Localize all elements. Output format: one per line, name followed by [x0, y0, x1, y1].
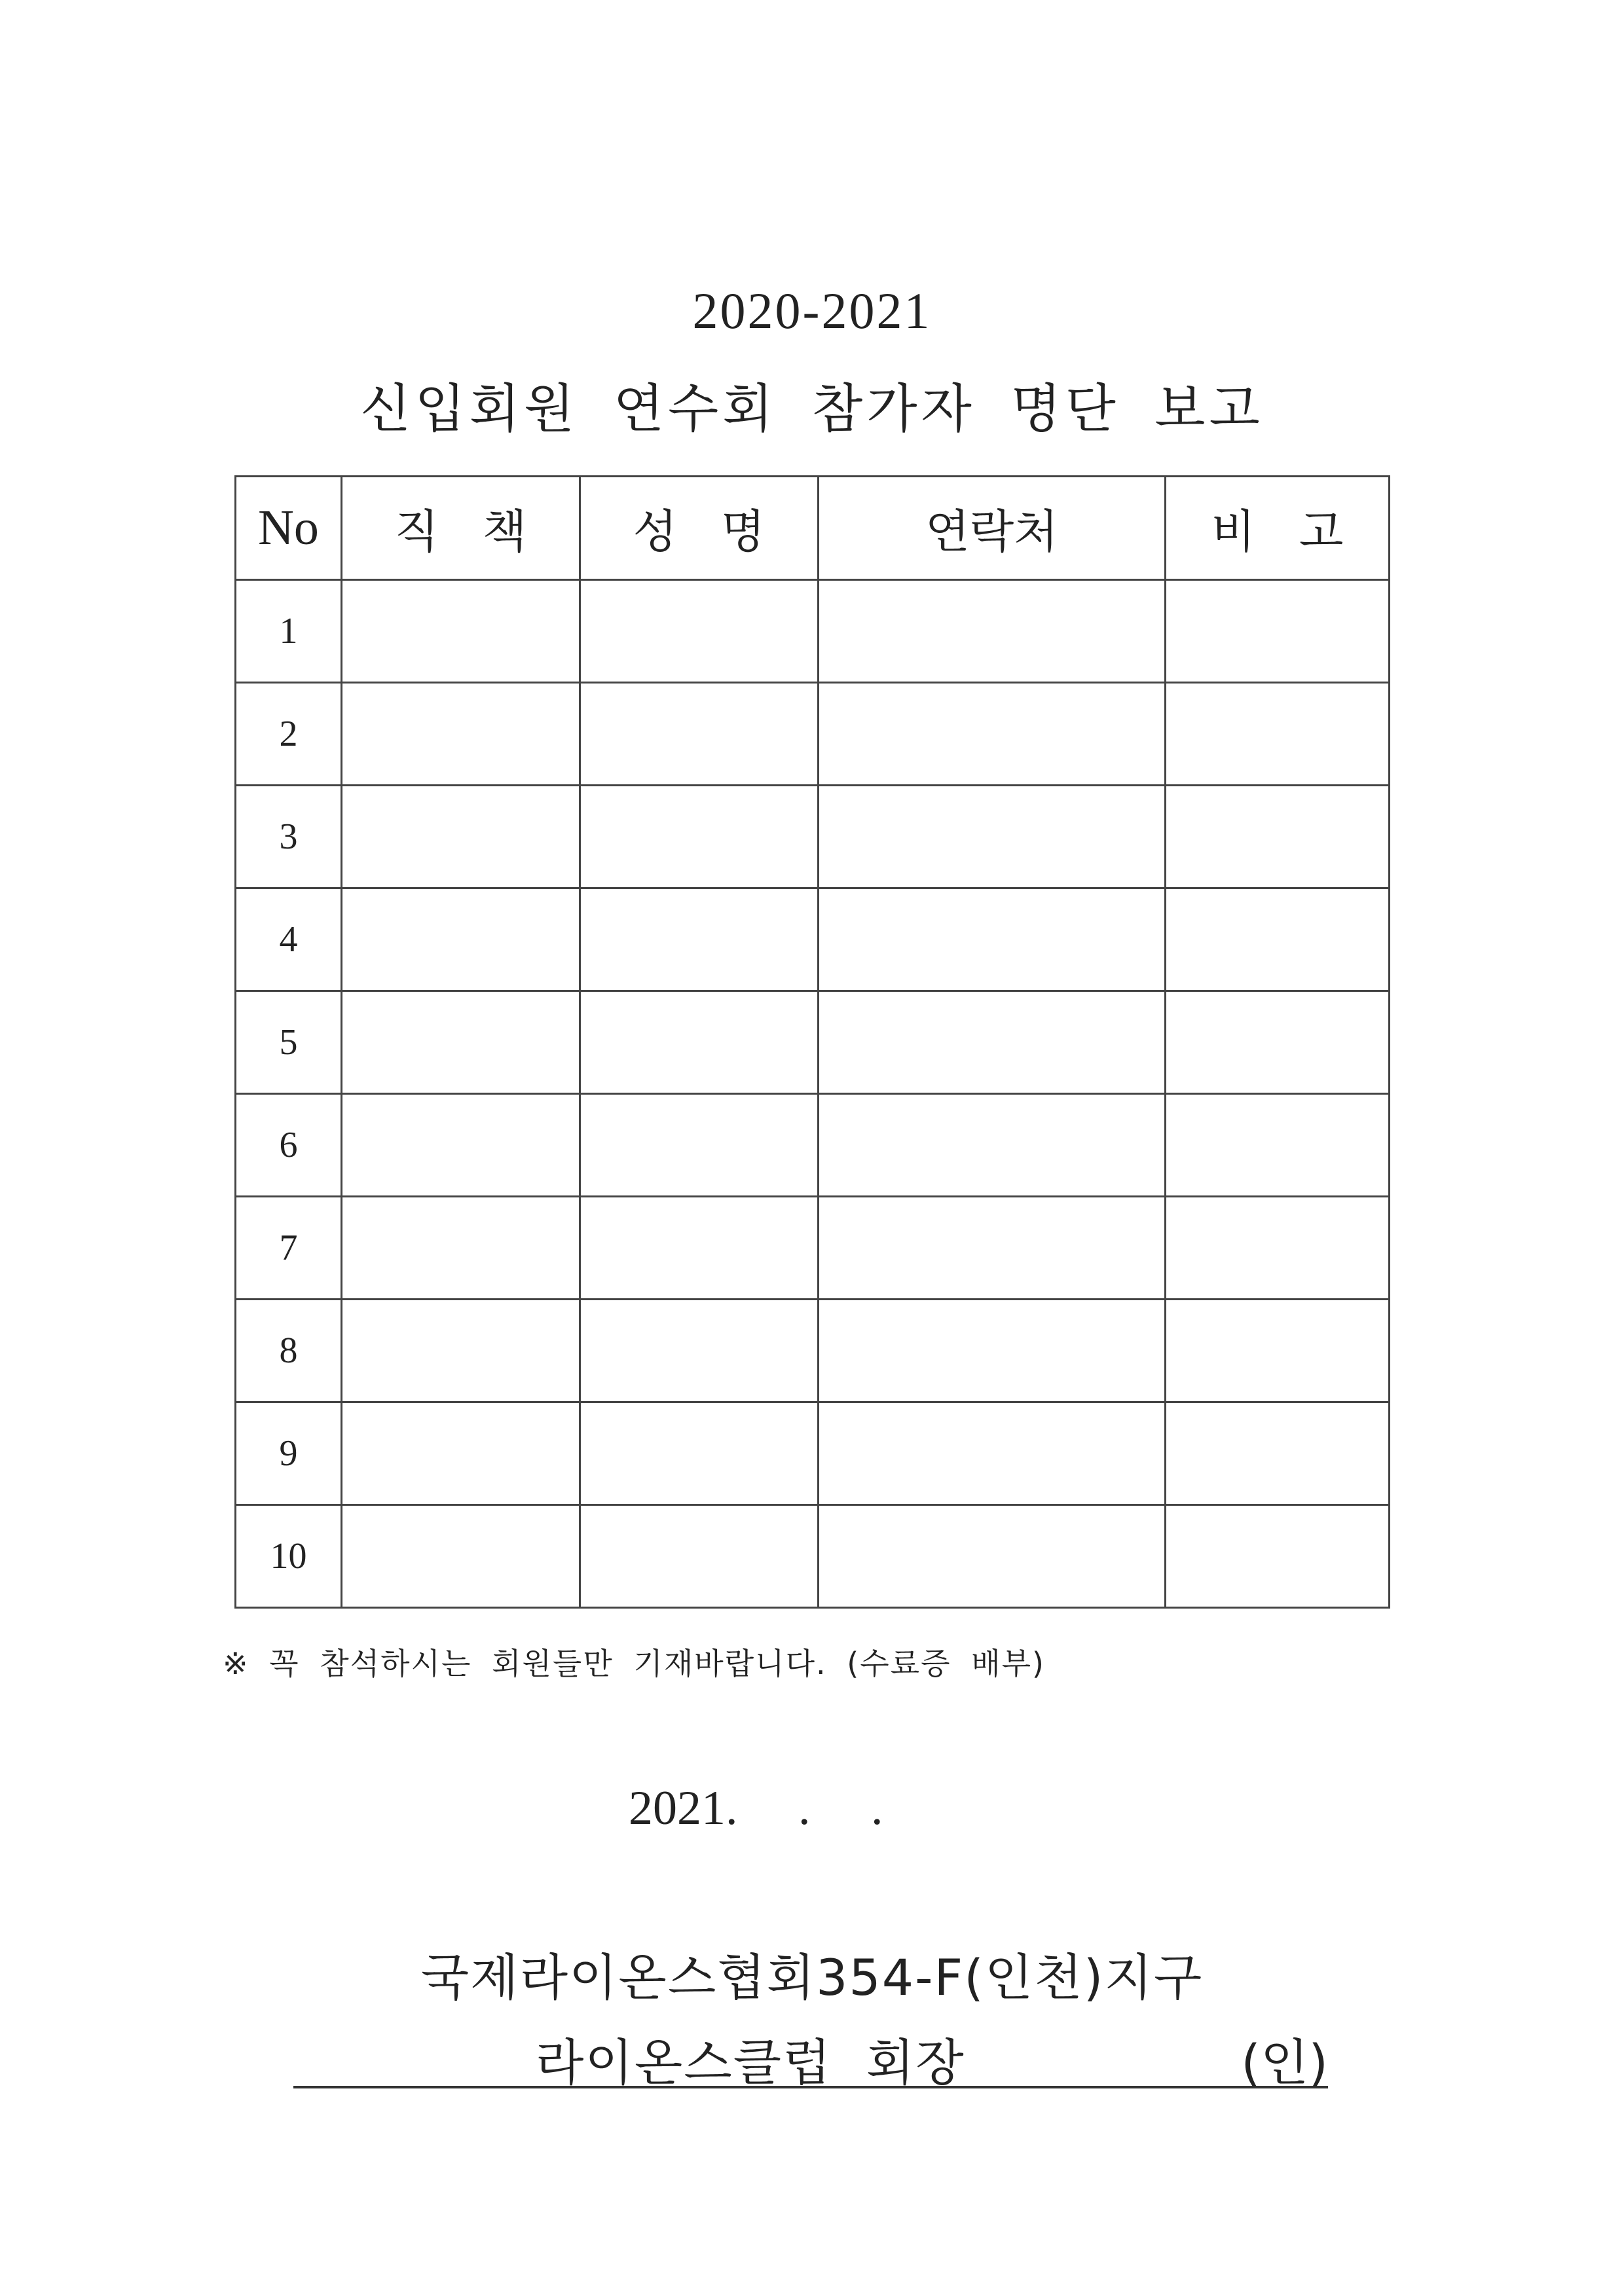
remarks-cell[interactable] [1166, 1094, 1390, 1197]
position-cell[interactable] [342, 683, 580, 786]
club-president-label: 라이온스클럽 회장 [536, 2033, 965, 2092]
header-name: 성 명 [580, 477, 819, 580]
table-row [236, 991, 1390, 1094]
row-number: 10 [236, 1505, 342, 1608]
position-cell[interactable] [342, 1402, 580, 1505]
remarks-cell[interactable] [1166, 786, 1390, 888]
position-cell[interactable] [342, 580, 580, 683]
row-number: 5 [236, 991, 342, 1094]
contact-cell[interactable] [819, 1300, 1166, 1402]
name-cell[interactable] [580, 888, 819, 991]
contact-cell[interactable] [819, 786, 1166, 888]
row-number: 2 [236, 683, 342, 786]
position-cell[interactable] [342, 1505, 580, 1608]
table-row [236, 1094, 1390, 1197]
name-cell[interactable] [580, 1300, 819, 1402]
name-cell[interactable] [580, 1197, 819, 1300]
position-cell[interactable] [342, 1197, 580, 1300]
table-row [236, 1197, 1390, 1300]
contact-cell[interactable] [819, 1094, 1166, 1197]
position-cell[interactable] [342, 1300, 580, 1402]
row-number: 3 [236, 786, 342, 888]
contact-cell[interactable] [819, 991, 1166, 1094]
notice-text: ※ 꼭 참석하시는 회원들만 기재바랍니다. (수료증 배부) [223, 1646, 1045, 1681]
signature-line [293, 2023, 1328, 2092]
document-year: 2020-2021 [692, 282, 932, 339]
contact-cell[interactable] [819, 888, 1166, 991]
header-no: No [236, 477, 342, 580]
header-contact: 연락처 [819, 477, 1166, 580]
table-row [236, 888, 1390, 991]
remarks-cell[interactable] [1166, 580, 1390, 683]
contact-cell[interactable] [819, 1197, 1166, 1300]
position-cell[interactable] [342, 991, 580, 1094]
seal-mark: (인) [1241, 2033, 1328, 2092]
position-cell[interactable] [342, 786, 580, 888]
row-number: 6 [236, 1094, 342, 1197]
name-cell[interactable] [580, 1402, 819, 1505]
name-cell[interactable] [580, 786, 819, 888]
remarks-cell[interactable] [1166, 1197, 1390, 1300]
position-cell[interactable] [342, 1094, 580, 1197]
name-cell[interactable] [580, 683, 819, 786]
report-date: 2021. . . [629, 1781, 883, 1835]
table-row [236, 683, 1390, 786]
name-cell[interactable] [580, 991, 819, 1094]
row-number: 8 [236, 1300, 342, 1402]
table-row [236, 1300, 1390, 1402]
row-number: 9 [236, 1402, 342, 1505]
participant-table [234, 475, 1390, 1609]
contact-cell[interactable] [819, 1505, 1166, 1608]
table-header-row [236, 477, 1390, 580]
name-cell[interactable] [580, 1505, 819, 1608]
table-row [236, 1505, 1390, 1608]
row-number: 1 [236, 580, 342, 683]
contact-cell[interactable] [819, 580, 1166, 683]
header-remarks: 비 고 [1166, 477, 1390, 580]
remarks-cell[interactable] [1166, 1402, 1390, 1505]
contact-cell[interactable] [819, 683, 1166, 786]
contact-cell[interactable] [819, 1402, 1166, 1505]
remarks-cell[interactable] [1166, 1505, 1390, 1608]
name-cell[interactable] [580, 580, 819, 683]
table-row [236, 786, 1390, 888]
remarks-cell[interactable] [1166, 991, 1390, 1094]
header-position: 직 책 [342, 477, 580, 580]
row-number: 7 [236, 1197, 342, 1300]
remarks-cell[interactable] [1166, 1300, 1390, 1402]
remarks-cell[interactable] [1166, 888, 1390, 991]
remarks-cell[interactable] [1166, 683, 1390, 786]
organization-name: 국제라이온스협회354-F(인천)지구 [420, 1948, 1204, 2007]
position-cell[interactable] [342, 888, 580, 991]
table-row [236, 1402, 1390, 1505]
row-number: 4 [236, 888, 342, 991]
name-cell[interactable] [580, 1094, 819, 1197]
document-title: 신입회원 연수회 참가자 명단 보고 [360, 378, 1264, 439]
table-row [236, 580, 1390, 683]
